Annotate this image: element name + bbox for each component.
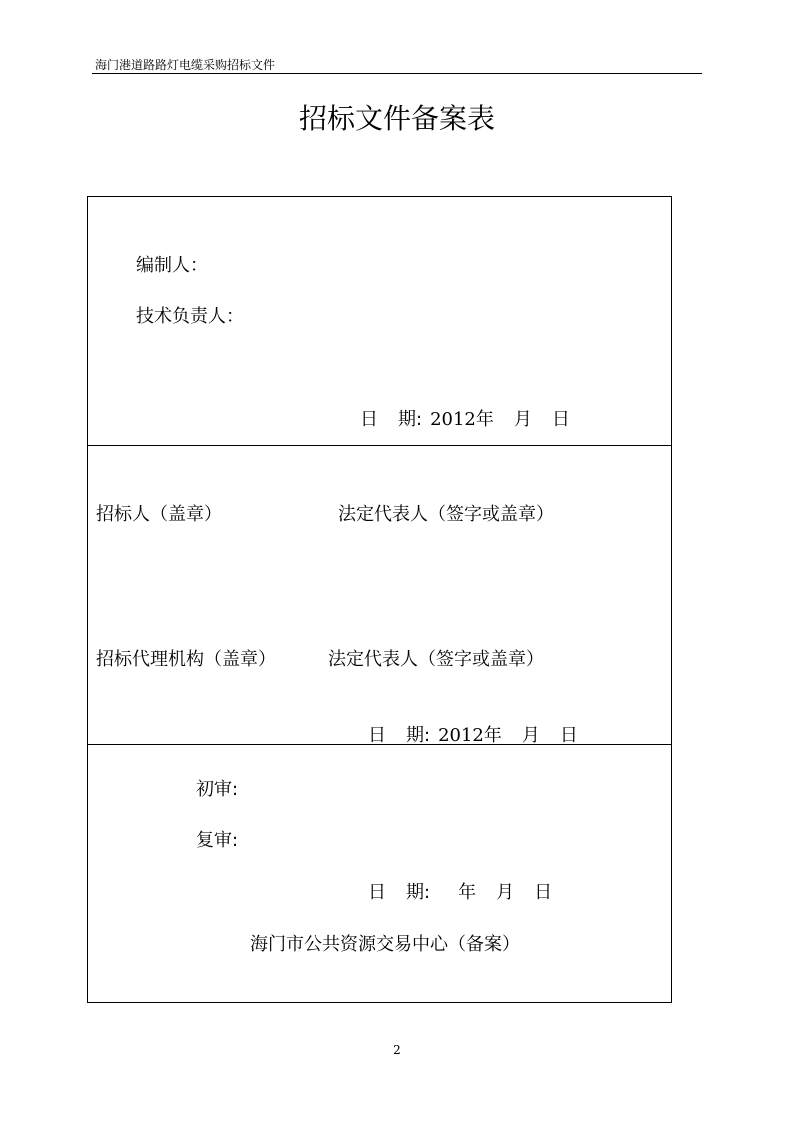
agency-rep-label: 法定代表人（签字或盖章） — [328, 649, 544, 670]
center-name: 海门市公共资源交易中心（备案） — [250, 934, 520, 955]
date-ri: 日 — [551, 409, 570, 430]
date-label-qi: 期: — [406, 882, 431, 903]
tech-lead-label: 技术负责人： — [136, 306, 244, 327]
date-label-ri: 日 — [360, 409, 378, 430]
first-review-label: 初审: — [196, 779, 239, 800]
agency-label: 招标代理机构（盖章） — [96, 649, 276, 670]
date-nian: 年 — [475, 409, 494, 430]
second-review-label: 复审: — [196, 830, 239, 851]
date-label-ri: 日 — [368, 725, 386, 746]
date-label-qi: 期: — [398, 409, 423, 430]
tenderer-label: 招标人（盖章） — [96, 504, 222, 525]
date-yue: 月 — [496, 882, 515, 903]
page-number: 2 — [393, 1043, 401, 1057]
date-year: 2012 — [430, 409, 476, 430]
date-ri: 日 — [534, 882, 553, 903]
review-section-box — [87, 744, 672, 1003]
date-nian: 年 — [458, 882, 477, 903]
date-yue: 月 — [521, 725, 540, 746]
date-nian: 年 — [483, 725, 502, 746]
tender-date — [368, 721, 578, 747]
date-label-qi: 期: — [406, 725, 431, 746]
date-yue: 月 — [513, 409, 532, 430]
review-date — [368, 878, 552, 904]
date-year: 2012 — [438, 725, 484, 746]
header-rule — [92, 73, 702, 74]
page-title: 招标文件备案表 — [298, 102, 495, 135]
date-label-ri: 日 — [368, 882, 386, 903]
document-header: 海门港道路路灯电缆采购招标文件 — [95, 58, 276, 72]
tenderer-rep-label: 法定代表人（签字或盖章） — [338, 504, 554, 525]
tender-section-box — [87, 445, 672, 745]
date-ri: 日 — [559, 725, 578, 746]
compile-date — [360, 405, 570, 431]
compiler-label: 编制人： — [136, 255, 208, 276]
